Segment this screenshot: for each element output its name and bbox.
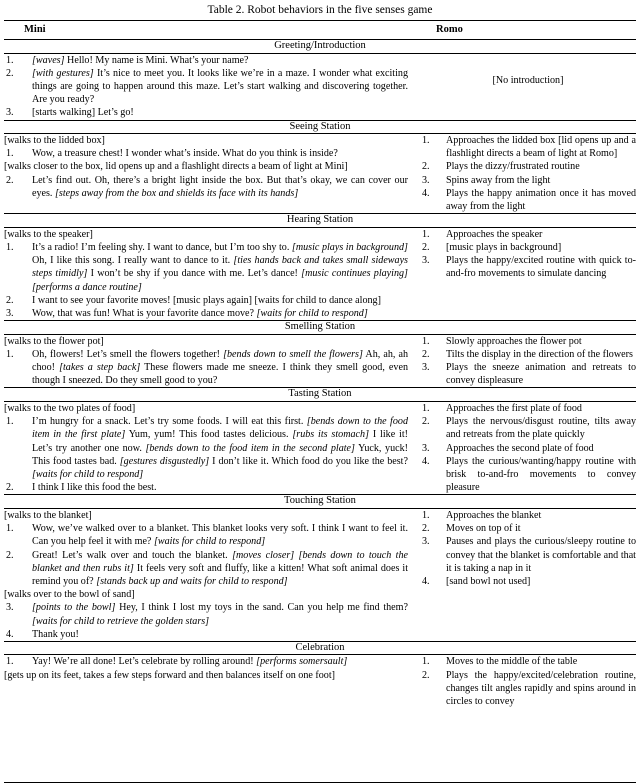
step-text: [points to the bowl] Hey, I think I lost my toys in the sand. Can you help me find them? [waits for child to retrieve the golden stars] — [32, 602, 408, 627]
step-text: Oh, flowers! Let’s smell the flowers together! [bends down to smell the flowers] Ah, ah, ah choo! [takes a step back] These flowers made me sneeze. I think they smell good, even though I sneezed. Do they smell good to you? — [32, 348, 408, 387]
column-header-mini: Mini — [24, 24, 46, 36]
step-text: Tilts the display in the direction of the flowers — [446, 348, 633, 360]
section-title: Hearing Station — [4, 213, 636, 228]
step-number: 4. — [6, 628, 14, 640]
step-text: I want to see your favorite moves! [music plays again] [waits for child to dance along] — [32, 294, 381, 306]
step-text: Plays the nervous/disgust routine, tilts away and retreats from the plate quickly — [446, 416, 636, 441]
step-number: 1. — [6, 523, 14, 535]
step-number: 3. — [422, 255, 430, 267]
step-text: I’m hungry for a snack. Let’s try some foods. I will eat this first. [bends down to the food item in the first plate] Yum, yum! This food tastes delicious. [rubs its stomach] I like it! Let’s try another one now. [bends down to the food item in the second plate] Yuck, yuck! This food tastes bad. [gestures disgustedly] I don’t like it. Which food do you like the best? [waits for child to respond] — [32, 416, 409, 480]
section-title: Celebration — [4, 641, 636, 656]
step-text: Pauses and plays the curious/sleepy routine to convey that the blanket is comfortable and that it is taking a nap in it — [446, 536, 636, 574]
mini-action-note: [walks to the flower pot] — [4, 335, 104, 347]
romo-behaviors — [412, 134, 636, 213]
step-number: 3. — [6, 107, 14, 119]
mini-step — [4, 147, 408, 160]
step-number: 2. — [6, 549, 14, 561]
step-number: 1. — [6, 54, 14, 66]
table-caption: Table 2. Robot behaviors in the five senses game — [207, 4, 433, 16]
romo-behaviors — [412, 54, 636, 120]
step-text: Great! Let’s walk over and touch the blanket. [moves closer] [bends down to touch the blanket and then rubs it] It feels very soft and fluffy, like a kitten! What soft animal does it remind you of? [stands back up and waits for child to respond] — [32, 549, 408, 587]
step-number: 3. — [6, 602, 14, 614]
section-title: Smelling Station — [4, 320, 636, 335]
mini-step — [4, 106, 408, 119]
step-number: 2. — [6, 174, 14, 186]
romo-step — [420, 402, 636, 415]
mini-behaviors — [4, 655, 412, 708]
step-number: 2. — [422, 523, 430, 535]
romo-behaviors — [412, 509, 636, 641]
step-number: 1. — [6, 148, 14, 160]
mini-action-note: [walks to the blanket] — [4, 509, 92, 521]
step-number: 2. — [6, 482, 14, 494]
step-number: 2. — [422, 161, 430, 173]
step-text: [sand bowl not used] — [446, 575, 531, 587]
section-title: Greeting/Introduction — [4, 39, 636, 54]
bottom-rule — [4, 782, 636, 783]
step-text: Thank you! — [32, 628, 79, 640]
table-body — [4, 39, 636, 708]
romo-step — [420, 187, 636, 213]
step-text: Approaches the second plate of food — [446, 442, 594, 454]
mini-behaviors — [4, 509, 412, 641]
step-number: 3. — [6, 307, 14, 319]
step-number: 2. — [6, 67, 14, 79]
step-text: Spins away from the light — [446, 174, 551, 186]
romo-step — [420, 134, 636, 160]
step-number: 1. — [422, 656, 430, 668]
romo-step — [420, 254, 636, 280]
step-number: 1. — [422, 509, 430, 521]
romo-step — [420, 455, 636, 495]
romo-note: [No introduction] — [492, 74, 564, 86]
romo-behaviors — [412, 335, 636, 388]
step-number: 1. — [422, 228, 430, 240]
step-text: It’s a radio! I’m feeling shy. I want to dance, but I’m too shy to. [music plays in background] Oh, I like this song. I really want to dance to it. [ties hands back and takes small sideways steps timidly] I won’t be shy if you dance with me. Let’s dance! [music continues playing] [performs a dance routine] — [32, 241, 408, 293]
step-text: [with gestures] It’s nice to meet you. It looks like we’re in a maze. I wonder what exciting things are going to happen around this maze. Let’s start walking and discovering together. Are you ready? — [32, 67, 408, 106]
section-row — [4, 228, 636, 320]
step-text: Plays the happy/excited routine with quick to-and-fro movements to simulate dancing — [446, 255, 636, 280]
mini-step — [4, 601, 408, 627]
romo-step — [420, 228, 636, 241]
romo-behaviors — [412, 228, 636, 320]
step-number: 4. — [422, 455, 430, 467]
step-number: 3. — [422, 362, 430, 374]
romo-step — [420, 575, 636, 588]
mini-step — [4, 415, 408, 481]
section-title: Tasting Station — [4, 387, 636, 402]
step-text: Approaches the blanket — [446, 509, 542, 521]
step-text: Let’s find out. Oh, there’s a bright light inside the box. But that’s okay, we can cover our eyes. [steps away from the box and shields its face with its hands] — [32, 174, 408, 199]
romo-step — [420, 509, 636, 522]
mini-behaviors — [4, 134, 412, 213]
mini-step — [4, 241, 408, 294]
romo-step — [420, 415, 636, 441]
step-text: [music plays in background] — [446, 241, 562, 253]
step-text: Slowly approaches the flower pot — [446, 335, 582, 347]
step-text: Plays the curious/wanting/happy routine with brisk to-and-fro movements to convey pleasure — [446, 455, 636, 494]
step-text: Approaches the first plate of food — [446, 402, 582, 414]
step-text: Plays the dizzy/frustrated routine — [446, 161, 580, 173]
mini-action-note: [walks to the two plates of food] — [4, 402, 136, 414]
step-number: 2. — [422, 416, 430, 428]
step-number: 1. — [6, 656, 14, 668]
step-number: 4. — [422, 575, 430, 587]
step-text: Plays the happy/excited/celebration routine, changes tilt angles rapidly and spins around in circles to convey — [446, 669, 636, 708]
romo-behaviors — [412, 655, 636, 708]
step-text: [waves] Hello! My name is Mini. What’s your name? — [32, 54, 249, 66]
romo-step — [420, 174, 636, 187]
step-text: Wow, that was fun! What is your favorite dance move? [waits for child to respond] — [32, 307, 368, 319]
mini-step — [4, 67, 408, 107]
step-number: 3. — [422, 536, 430, 548]
step-text: Wow, we’ve walked over to a blanket. This blanket looks very soft. I think I want to feel it. Can you help feel it with me? [waits for child to respond] — [32, 523, 408, 548]
mini-action-note: [gets up on its feet, takes a few steps forward and then balances itself on one foot] — [4, 669, 336, 681]
section-row — [4, 335, 636, 388]
romo-step — [420, 335, 636, 348]
step-text: Approaches the speaker — [446, 228, 543, 240]
section-row — [4, 402, 636, 494]
romo-step — [420, 669, 636, 709]
step-text: Moves on top of it — [446, 523, 521, 535]
romo-step — [420, 160, 636, 173]
step-text: Approaches the lidded box [lid opens up and a flashlight directs a beam of light at Romo] — [446, 135, 636, 160]
step-number: 3. — [422, 174, 430, 186]
mini-step — [4, 549, 408, 589]
mini-step — [4, 294, 408, 307]
romo-step — [420, 535, 636, 575]
step-text: Wow, a treasure chest! I wonder what’s inside. What do you think is inside? — [32, 148, 338, 160]
step-number: 2. — [422, 669, 430, 681]
mini-action-note: [walks to the speaker] — [4, 228, 93, 240]
mini-step — [4, 348, 408, 388]
step-text: [starts walking] Let’s go! — [32, 107, 134, 119]
mini-step — [4, 54, 408, 67]
step-number: 1. — [6, 348, 14, 360]
romo-step — [420, 522, 636, 535]
table-page — [4, 0, 636, 708]
mini-step — [4, 481, 408, 494]
step-number: 1. — [422, 402, 430, 414]
step-number: 2. — [422, 241, 430, 253]
mini-step — [4, 628, 408, 641]
section-row — [4, 54, 636, 120]
romo-step — [420, 442, 636, 455]
romo-step — [420, 241, 636, 254]
step-number: 1. — [422, 135, 430, 147]
column-header-row — [4, 21, 636, 39]
step-number: 3. — [422, 442, 430, 454]
mini-action-note: [walks to the lidded box] — [4, 135, 105, 147]
mini-behaviors — [4, 54, 412, 120]
mini-step — [4, 655, 408, 668]
romo-step — [420, 361, 636, 387]
mini-behaviors — [4, 228, 412, 320]
mini-action-note: [walks closer to the box, lid opens up and a flashlight directs a beam of light at Mini] — [4, 161, 348, 173]
step-text: Plays the sneeze animation and retreats to convey displeasure — [446, 362, 636, 387]
romo-step — [420, 348, 636, 361]
step-text: Yay! We’re all done! Let’s celebrate by rolling around! [performs somersault] — [32, 656, 348, 668]
section-title: Seeing Station — [4, 120, 636, 135]
mini-step — [4, 522, 408, 548]
step-number: 2. — [422, 348, 430, 360]
romo-step — [420, 655, 636, 668]
step-number: 1. — [422, 335, 430, 347]
section-row — [4, 655, 636, 708]
step-text: Moves to the middle of the table — [446, 656, 578, 668]
section-row — [4, 134, 636, 213]
mini-behaviors — [4, 402, 412, 494]
step-text: Plays the happy animation once it has moved away from the light — [446, 187, 636, 213]
step-number: 1. — [6, 416, 14, 428]
step-text: I think I like this food the best. — [32, 482, 157, 494]
section-title: Touching Station — [4, 494, 636, 509]
mini-behaviors — [4, 335, 412, 388]
column-header-romo: Romo — [436, 24, 463, 36]
mini-step — [4, 307, 408, 320]
step-number: 4. — [422, 187, 430, 199]
step-number: 1. — [6, 241, 14, 253]
step-number: 2. — [6, 294, 14, 306]
mini-action-note: [walks over to the bowl of sand] — [4, 589, 135, 601]
mini-step — [4, 174, 408, 200]
romo-behaviors — [412, 402, 636, 494]
section-row — [4, 509, 636, 641]
